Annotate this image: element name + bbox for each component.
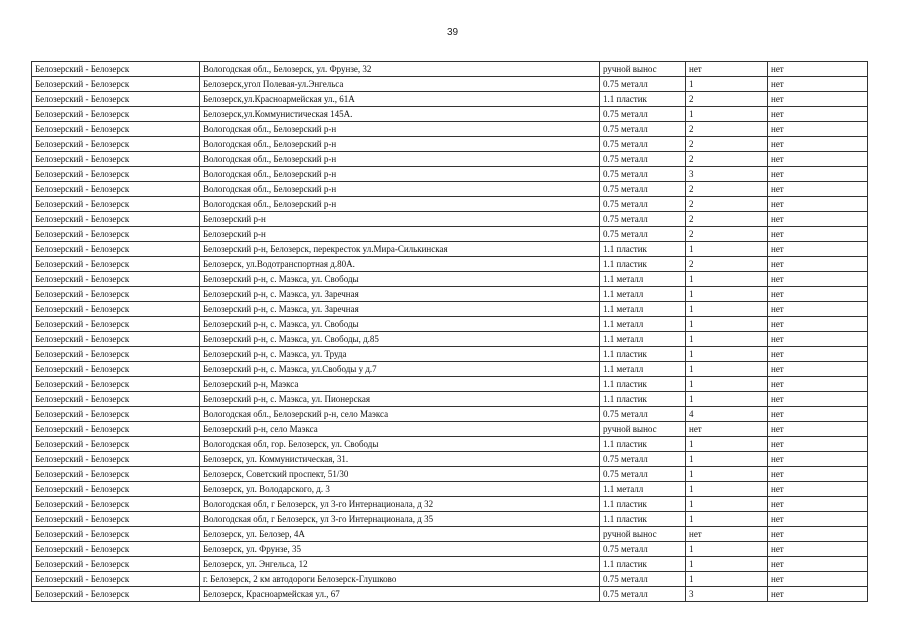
extra-cell: нет (768, 422, 868, 437)
extra-cell: нет (768, 257, 868, 272)
table-row (32, 212, 868, 227)
container-type-cell: 1.1 пластик (600, 92, 686, 107)
district-cell: Белозерский - Белозерск (32, 302, 200, 317)
table-row (32, 407, 868, 422)
district-cell: Белозерский - Белозерск (32, 437, 200, 452)
address-cell: Белозерск, ул. Коммунистическая, 31. (200, 452, 600, 467)
container-type-cell: 1.1 пластик (600, 497, 686, 512)
extra-cell: нет (768, 122, 868, 137)
extra-cell: нет (768, 392, 868, 407)
container-type-cell: 0.75 металл (600, 587, 686, 602)
container-count-cell: 2 (686, 137, 768, 152)
table-row (32, 122, 868, 137)
container-type-cell: ручной вынос (600, 527, 686, 542)
container-count-cell: 1 (686, 332, 768, 347)
district-cell: Белозерский - Белозерск (32, 422, 200, 437)
extra-cell: нет (768, 62, 868, 77)
extra-cell: нет (768, 92, 868, 107)
container-count-cell: нет (686, 527, 768, 542)
address-cell: Белозерск, ул. Фрунзе, 35 (200, 542, 600, 557)
address-cell: Белозерск, Советский проспект, 51/30 (200, 467, 600, 482)
container-count-cell: 2 (686, 197, 768, 212)
address-cell: Белозерский р-н, с. Маэкса, ул. Свободы (200, 317, 600, 332)
address-cell: Белозерский р-н, с. Маэкса, ул.Свободы у д.7 (200, 362, 600, 377)
extra-cell: нет (768, 317, 868, 332)
table-row (32, 557, 868, 572)
extra-cell: нет (768, 377, 868, 392)
table-row (32, 242, 868, 257)
extra-cell: нет (768, 242, 868, 257)
container-type-cell: 0.75 металл (600, 227, 686, 242)
district-cell: Белозерский - Белозерск (32, 407, 200, 422)
container-type-cell: 1.1 пластик (600, 347, 686, 362)
address-cell: Белозерский р-н, село Маэкса (200, 422, 600, 437)
district-cell: Белозерский - Белозерск (32, 92, 200, 107)
container-type-cell: 0.75 металл (600, 467, 686, 482)
extra-cell: нет (768, 152, 868, 167)
address-cell: г. Белозерск, 2 км автодороги Белозерск-Глушково (200, 572, 600, 587)
table-row (32, 512, 868, 527)
table-row (32, 272, 868, 287)
address-cell: Белозерск, ул. Энгельса, 12 (200, 557, 600, 572)
district-cell: Белозерский - Белозерск (32, 122, 200, 137)
address-cell: Вологодская обл., Белозерский р-н (200, 122, 600, 137)
address-cell: Вологодская обл., Белозерский р-н (200, 197, 600, 212)
container-type-cell: 1.1 металл (600, 317, 686, 332)
container-type-cell: 1.1 пластик (600, 437, 686, 452)
table-row (32, 62, 868, 77)
district-cell: Белозерский - Белозерск (32, 332, 200, 347)
container-type-cell: 0.75 металл (600, 122, 686, 137)
container-count-cell: 1 (686, 317, 768, 332)
table-row (32, 347, 868, 362)
container-count-cell: 1 (686, 497, 768, 512)
extra-cell: нет (768, 272, 868, 287)
container-type-cell: 1.1 пластик (600, 512, 686, 527)
extra-cell: нет (768, 482, 868, 497)
container-count-cell: нет (686, 62, 768, 77)
table-row (32, 167, 868, 182)
container-type-cell: 1.1 пластик (600, 242, 686, 257)
district-cell: Белозерский - Белозерск (32, 392, 200, 407)
extra-cell: нет (768, 527, 868, 542)
container-type-cell: 0.75 металл (600, 197, 686, 212)
container-type-cell: 0.75 металл (600, 152, 686, 167)
table-row (32, 287, 868, 302)
container-count-cell: 1 (686, 272, 768, 287)
container-count-cell: 2 (686, 182, 768, 197)
container-type-cell: 1.1 металл (600, 362, 686, 377)
district-cell: Белозерский - Белозерск (32, 137, 200, 152)
container-type-cell: 1.1 металл (600, 332, 686, 347)
table-row (32, 302, 868, 317)
container-count-cell: 1 (686, 482, 768, 497)
table-row (32, 452, 868, 467)
table-row (32, 77, 868, 92)
extra-cell: нет (768, 212, 868, 227)
container-type-cell: 1.1 металл (600, 482, 686, 497)
container-type-cell: 1.1 металл (600, 287, 686, 302)
extra-cell: нет (768, 197, 868, 212)
container-count-cell: 1 (686, 392, 768, 407)
container-count-cell: 3 (686, 167, 768, 182)
table-body (32, 62, 868, 602)
container-count-cell: 1 (686, 377, 768, 392)
address-cell: Вологодская обл, г Белозерск, ул 3-го Интернационала, д 35 (200, 512, 600, 527)
container-type-cell: 0.75 металл (600, 107, 686, 122)
table-row (32, 542, 868, 557)
district-cell: Белозерский - Белозерск (32, 272, 200, 287)
container-type-cell: 1.1 пластик (600, 557, 686, 572)
extra-cell: нет (768, 332, 868, 347)
district-cell: Белозерский - Белозерск (32, 467, 200, 482)
table-row (32, 497, 868, 512)
district-cell: Белозерский - Белозерск (32, 527, 200, 542)
data-table (31, 61, 868, 602)
district-cell: Белозерский - Белозерск (32, 107, 200, 122)
address-cell: Вологодская обл, г Белозерск, ул 3-го Интернационала, д 32 (200, 497, 600, 512)
table-row (32, 587, 868, 602)
container-count-cell: 1 (686, 347, 768, 362)
extra-cell: нет (768, 167, 868, 182)
extra-cell: нет (768, 467, 868, 482)
container-count-cell: 1 (686, 437, 768, 452)
table-row (32, 197, 868, 212)
district-cell: Белозерский - Белозерск (32, 512, 200, 527)
container-type-cell: 1.1 пластик (600, 377, 686, 392)
district-cell: Белозерский - Белозерск (32, 347, 200, 362)
address-cell: Белозерский р-н, с. Маэкса, ул. Заречная (200, 287, 600, 302)
address-cell: Белозерск, Красноармейская ул., 67 (200, 587, 600, 602)
address-cell: Вологодская обл., Белозерский р-н (200, 182, 600, 197)
container-count-cell: 1 (686, 512, 768, 527)
container-type-cell: ручной вынос (600, 62, 686, 77)
container-type-cell: 0.75 металл (600, 542, 686, 557)
address-cell: Вологодская обл., Белозерский р-н (200, 152, 600, 167)
district-cell: Белозерский - Белозерск (32, 227, 200, 242)
container-type-cell: 0.75 металл (600, 137, 686, 152)
district-cell: Белозерский - Белозерск (32, 167, 200, 182)
table-row (32, 437, 868, 452)
extra-cell: нет (768, 557, 868, 572)
table-row (32, 467, 868, 482)
container-type-cell: 1.1 пластик (600, 392, 686, 407)
container-type-cell: 1.1 металл (600, 272, 686, 287)
extra-cell: нет (768, 542, 868, 557)
extra-cell: нет (768, 347, 868, 362)
district-cell: Белозерский - Белозерск (32, 587, 200, 602)
extra-cell: нет (768, 137, 868, 152)
table-row (32, 392, 868, 407)
district-cell: Белозерский - Белозерск (32, 212, 200, 227)
extra-cell: нет (768, 362, 868, 377)
extra-cell: нет (768, 407, 868, 422)
container-type-cell: 1.1 металл (600, 302, 686, 317)
container-count-cell: 1 (686, 557, 768, 572)
table-row (32, 377, 868, 392)
container-count-cell: 1 (686, 467, 768, 482)
address-cell: Белозерский р-н, Белозерск, перекресток ул.Мира-Силькинская (200, 242, 600, 257)
address-cell: Белозерский р-н, с. Маэкса, ул. Пионерская (200, 392, 600, 407)
container-type-cell: 0.75 металл (600, 572, 686, 587)
address-cell: Вологодская обл., Белозерский р-н (200, 137, 600, 152)
district-cell: Белозерский - Белозерск (32, 197, 200, 212)
district-cell: Белозерский - Белозерск (32, 287, 200, 302)
table-row (32, 482, 868, 497)
container-type-cell: 0.75 металл (600, 212, 686, 227)
container-count-cell: 4 (686, 407, 768, 422)
container-count-cell: 1 (686, 302, 768, 317)
district-cell: Белозерский - Белозерск (32, 482, 200, 497)
address-cell: Белозерский р-н (200, 212, 600, 227)
table-row (32, 227, 868, 242)
table-row (32, 137, 868, 152)
container-count-cell: 1 (686, 107, 768, 122)
address-cell: Вологодская обл, гор. Белозерск, ул. Свободы (200, 437, 600, 452)
table-row (32, 182, 868, 197)
extra-cell: нет (768, 452, 868, 467)
container-count-cell: 1 (686, 362, 768, 377)
table-row (32, 332, 868, 347)
extra-cell: нет (768, 182, 868, 197)
container-count-cell: 2 (686, 122, 768, 137)
table-row (32, 572, 868, 587)
address-cell: Белозерск,ул.Коммунистическая 145А. (200, 107, 600, 122)
address-cell: Белозерский р-н, с. Маэкса, ул. Труда (200, 347, 600, 362)
extra-cell: нет (768, 572, 868, 587)
district-cell: Белозерский - Белозерск (32, 182, 200, 197)
container-count-cell: 1 (686, 452, 768, 467)
address-cell: Белозерск,ул.Красноармейская ул., 61А (200, 92, 600, 107)
table-row (32, 362, 868, 377)
district-cell: Белозерский - Белозерск (32, 452, 200, 467)
container-count-cell: 1 (686, 287, 768, 302)
address-cell: Белозерский р-н (200, 227, 600, 242)
container-count-cell: 2 (686, 152, 768, 167)
extra-cell: нет (768, 587, 868, 602)
extra-cell: нет (768, 287, 868, 302)
address-cell: Вологодская обл., Белозерский р-н (200, 167, 600, 182)
district-cell: Белозерский - Белозерск (32, 497, 200, 512)
extra-cell: нет (768, 77, 868, 92)
address-cell: Белозерский р-н, с. Маэкса, ул. Заречная (200, 302, 600, 317)
district-cell: Белозерский - Белозерск (32, 77, 200, 92)
address-cell: Вологодская обл., Белозерск, ул. Фрунзе, 32 (200, 62, 600, 77)
district-cell: Белозерский - Белозерск (32, 62, 200, 77)
container-type-cell: 0.75 металл (600, 182, 686, 197)
container-count-cell: 1 (686, 242, 768, 257)
container-count-cell: 2 (686, 257, 768, 272)
address-cell: Белозерский р-н, с. Маэкса, ул. Свободы (200, 272, 600, 287)
container-type-cell: 0.75 металл (600, 167, 686, 182)
table-row (32, 317, 868, 332)
table-row (32, 527, 868, 542)
container-type-cell: 1.1 пластик (600, 257, 686, 272)
address-cell: Белозерский р-н, с. Маэкса, ул. Свободы, д.85 (200, 332, 600, 347)
extra-cell: нет (768, 437, 868, 452)
district-cell: Белозерский - Белозерск (32, 242, 200, 257)
extra-cell: нет (768, 227, 868, 242)
container-type-cell: 0.75 металл (600, 452, 686, 467)
district-cell: Белозерский - Белозерск (32, 557, 200, 572)
extra-cell: нет (768, 512, 868, 527)
address-cell: Белозерск, ул. Белозер, 4А (200, 527, 600, 542)
table-row (32, 152, 868, 167)
container-count-cell: 2 (686, 212, 768, 227)
district-cell: Белозерский - Белозерск (32, 152, 200, 167)
container-count-cell: 2 (686, 92, 768, 107)
district-cell: Белозерский - Белозерск (32, 572, 200, 587)
district-cell: Белозерский - Белозерск (32, 377, 200, 392)
table-row (32, 257, 868, 272)
address-cell: Белозерск, ул. Володарского, д. 3 (200, 482, 600, 497)
page-number: 39 (446, 27, 459, 38)
district-cell: Белозерский - Белозерск (32, 317, 200, 332)
container-count-cell: 1 (686, 77, 768, 92)
container-type-cell: 0.75 металл (600, 77, 686, 92)
table-row (32, 107, 868, 122)
extra-cell: нет (768, 497, 868, 512)
district-cell: Белозерский - Белозерск (32, 362, 200, 377)
extra-cell: нет (768, 107, 868, 122)
table-row (32, 422, 868, 437)
address-cell: Белозерск,угол Полевая-ул.Энгельса (200, 77, 600, 92)
container-count-cell: нет (686, 422, 768, 437)
table-row (32, 92, 868, 107)
container-type-cell: 0.75 металл (600, 407, 686, 422)
container-count-cell: 1 (686, 542, 768, 557)
district-cell: Белозерский - Белозерск (32, 257, 200, 272)
address-cell: Белозерский р-н, Маэкса (200, 377, 600, 392)
district-cell: Белозерский - Белозерск (32, 542, 200, 557)
container-type-cell: ручной вынос (600, 422, 686, 437)
container-count-cell: 2 (686, 227, 768, 242)
extra-cell: нет (768, 302, 868, 317)
container-count-cell: 1 (686, 572, 768, 587)
container-count-cell: 3 (686, 587, 768, 602)
address-cell: Вологодская обл., Белозерский р-н, село Маэкса (200, 407, 600, 422)
address-cell: Белозерск, ул.Водотранспортная д.80А. (200, 257, 600, 272)
